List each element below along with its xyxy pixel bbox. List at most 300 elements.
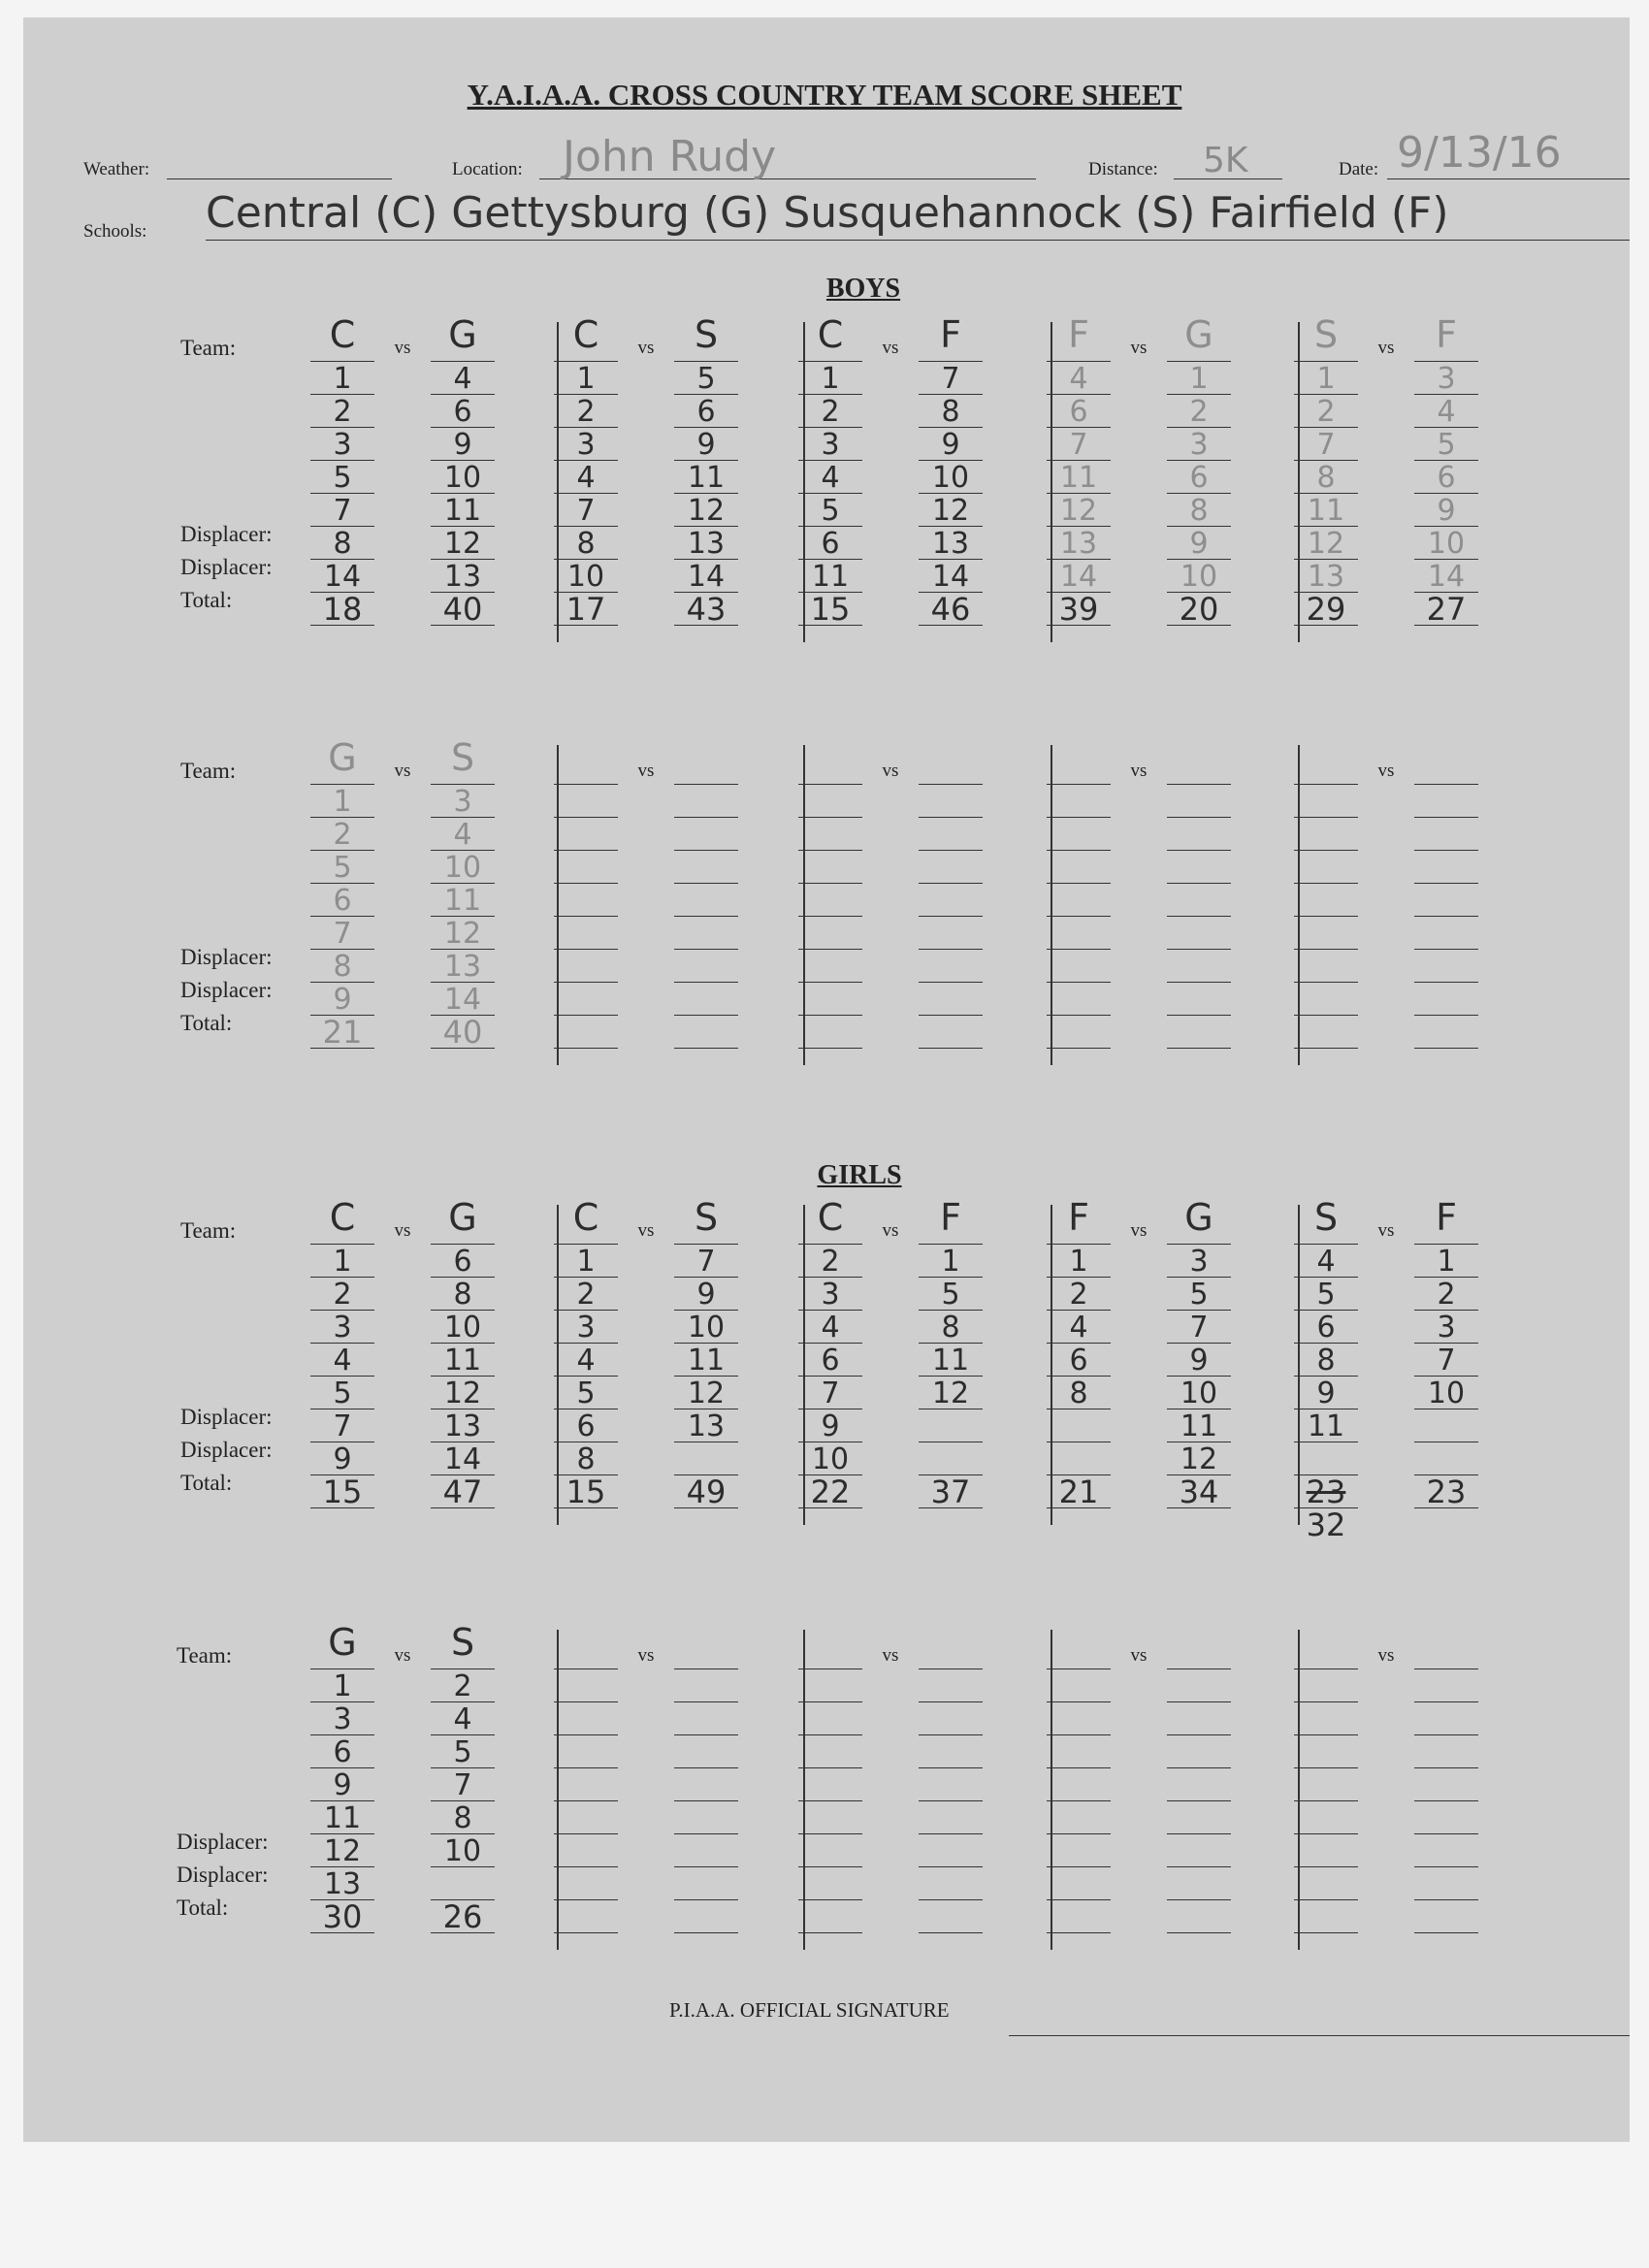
place-field[interactable] [554, 982, 618, 983]
place-field[interactable] [1047, 1833, 1111, 1834]
total-field[interactable] [1167, 1048, 1231, 1049]
displacer-place: 7 [333, 1409, 352, 1443]
scoring-place: 2 [821, 395, 840, 429]
place-field[interactable] [1167, 1866, 1231, 1867]
scoring-place: 12 [931, 1377, 970, 1410]
place-field[interactable] [554, 1899, 618, 1900]
place-field[interactable] [1167, 916, 1231, 917]
scoring-place: 6 [1069, 395, 1088, 429]
team-letter: G [448, 1196, 477, 1239]
scoring-place: 8 [1069, 1377, 1088, 1410]
place-field[interactable] [798, 1833, 862, 1834]
scoring-place: 3 [1437, 1311, 1456, 1345]
scoring-place: 3 [333, 1702, 352, 1736]
place-field[interactable] [1414, 883, 1478, 884]
displacer-2-label: Displacer: [177, 1863, 269, 1887]
place-field[interactable] [1294, 949, 1358, 950]
displacer-place: 14 [443, 1442, 482, 1476]
scoring-place: 11 [443, 884, 482, 918]
team-letter: G [328, 736, 357, 779]
team-total: 27 [1426, 591, 1467, 628]
scoring-place: 6 [696, 395, 716, 429]
place-field[interactable] [674, 817, 738, 818]
total-field[interactable] [1294, 1048, 1358, 1049]
scoring-place: 6 [821, 1344, 840, 1377]
scoring-place: 9 [333, 1768, 352, 1802]
place-field[interactable] [1167, 1833, 1231, 1834]
total-field[interactable] [1047, 1048, 1111, 1049]
scoring-place: 10 [931, 461, 970, 495]
place-field[interactable] [919, 982, 983, 983]
scoring-place: 2 [1189, 395, 1209, 429]
displacer-place: 12 [443, 527, 482, 561]
displacer-place: 9 [333, 983, 352, 1017]
place-field[interactable] [798, 1015, 862, 1016]
scoring-place: 1 [1316, 362, 1336, 396]
place-field[interactable] [919, 883, 983, 884]
team-letter: S [694, 313, 719, 356]
team-total: 30 [322, 1898, 363, 1935]
team-letter: C [817, 1196, 844, 1239]
displacer-place: 12 [323, 1834, 362, 1868]
displacer-place: 13 [443, 560, 482, 594]
distance-label: Distance: [1088, 159, 1158, 179]
displacer-1-label: Displacer: [177, 1830, 269, 1854]
team-row-label: Team: [180, 1218, 237, 1243]
vs-label: vs [1130, 1645, 1148, 1666]
team-field[interactable] [1167, 784, 1231, 785]
place-field[interactable] [1414, 1701, 1478, 1702]
scoring-place: 6 [333, 884, 352, 918]
displacer-place: 14 [931, 560, 970, 594]
place-field[interactable] [1294, 916, 1358, 917]
team-total: 40 [442, 1014, 483, 1051]
scoring-place: 7 [1189, 1311, 1209, 1345]
scoring-place: 9 [1189, 1344, 1209, 1377]
scoring-place: 1 [941, 1245, 960, 1279]
total-field[interactable] [1167, 1932, 1231, 1933]
date-field[interactable] [1387, 178, 1630, 179]
place-field[interactable] [554, 1734, 618, 1735]
total-field[interactable] [798, 1932, 862, 1933]
place-field[interactable] [1414, 1767, 1478, 1768]
total-field[interactable] [1414, 1932, 1478, 1933]
girls-heading: GIRLS [817, 1160, 902, 1190]
place-field[interactable] [919, 916, 983, 917]
place-field[interactable] [1294, 1800, 1358, 1801]
place-field[interactable] [1047, 1800, 1111, 1801]
place-field[interactable] [674, 1767, 738, 1768]
place-field[interactable] [554, 1866, 618, 1867]
weather-field[interactable] [167, 178, 392, 179]
place-field[interactable] [554, 1800, 618, 1801]
vs-label: vs [882, 761, 899, 781]
scoring-place: 7 [1437, 1344, 1456, 1377]
place-field[interactable] [1414, 1833, 1478, 1834]
place-field[interactable] [919, 1833, 983, 1834]
place-field[interactable] [1414, 817, 1478, 818]
total-field[interactable] [554, 1048, 618, 1049]
scoring-place: 11 [443, 494, 482, 528]
place-field[interactable] [798, 1800, 862, 1801]
place-field[interactable] [1047, 883, 1111, 884]
vs-label: vs [882, 1220, 899, 1241]
place-field[interactable] [674, 916, 738, 917]
displacer-place: 13 [1307, 560, 1345, 594]
place-field[interactable] [798, 1866, 862, 1867]
place-field[interactable] [798, 850, 862, 851]
team-total: 21 [1058, 1474, 1099, 1510]
scoring-place: 5 [1316, 1278, 1336, 1312]
total-field[interactable] [1294, 1932, 1358, 1933]
place-field[interactable] [798, 883, 862, 884]
place-field[interactable] [1294, 1701, 1358, 1702]
scoring-place: 11 [1059, 461, 1098, 495]
place-field[interactable] [1167, 817, 1231, 818]
place-field[interactable] [1167, 1899, 1231, 1900]
place-field[interactable] [1047, 1734, 1111, 1735]
scoring-place: 5 [941, 1278, 960, 1312]
team-row-label: Team: [180, 759, 237, 783]
scoring-place: 5 [696, 362, 716, 396]
place-field[interactable] [919, 1899, 983, 1900]
total-row-label: Total: [180, 1011, 233, 1035]
place-field[interactable] [798, 1767, 862, 1768]
place-field[interactable] [798, 982, 862, 983]
scoring-place: 9 [696, 1278, 716, 1312]
scoring-place: 9 [1437, 494, 1456, 528]
place-field[interactable] [674, 850, 738, 851]
team-field[interactable] [1294, 784, 1358, 785]
place-field[interactable] [674, 1833, 738, 1834]
displacer-place: 9 [333, 1442, 352, 1476]
place-field[interactable] [798, 1734, 862, 1735]
displacer-1-label: Displacer: [180, 945, 273, 969]
team-total: 18 [322, 591, 363, 628]
displacer-place: 14 [687, 560, 726, 594]
team-total: 47 [442, 1474, 483, 1510]
place-field[interactable] [1414, 1800, 1478, 1801]
team-total: 17 [566, 591, 606, 628]
scoring-place: 10 [443, 461, 482, 495]
place-field[interactable] [919, 949, 983, 950]
scoring-place: 7 [1069, 428, 1088, 462]
team-total: 37 [930, 1474, 971, 1510]
place-field[interactable] [554, 850, 618, 851]
team-letter: S [1313, 313, 1339, 356]
place-field[interactable] [674, 982, 738, 983]
place-field[interactable] [1167, 1701, 1231, 1702]
place-field[interactable] [1167, 1015, 1231, 1016]
place-field[interactable] [1294, 1734, 1358, 1735]
displacer-place: 14 [1427, 560, 1466, 594]
vs-label: vs [882, 338, 899, 358]
place-field[interactable] [1047, 1866, 1111, 1867]
place-field[interactable] [674, 1899, 738, 1900]
team-field[interactable] [1047, 784, 1111, 785]
team-letter: S [1313, 1196, 1339, 1239]
scoring-place: 2 [333, 818, 352, 852]
place-field[interactable] [674, 1701, 738, 1702]
scoring-place: 12 [687, 1377, 726, 1410]
place-field[interactable] [1414, 916, 1478, 917]
scoring-place: 4 [821, 461, 840, 495]
scoring-place: 11 [1307, 494, 1345, 528]
place-field[interactable] [1167, 1767, 1231, 1768]
scoring-place: 12 [931, 494, 970, 528]
displacer-place: 11 [811, 560, 850, 594]
team-total: 43 [686, 591, 727, 628]
place-field[interactable] [674, 1800, 738, 1801]
scoring-place: 12 [687, 494, 726, 528]
scoring-place: 4 [1069, 362, 1088, 396]
place-field[interactable] [1294, 817, 1358, 818]
place-field[interactable] [798, 1701, 862, 1702]
displacer-place: 13 [687, 1409, 726, 1443]
vs-label: vs [394, 761, 411, 781]
total-row-label: Total: [180, 588, 233, 612]
place-field[interactable] [1414, 949, 1478, 950]
place-field[interactable] [1167, 850, 1231, 851]
team-total-corrected: 32 [1306, 1507, 1346, 1543]
scoring-place: 10 [443, 1311, 482, 1345]
vs-label: vs [1377, 338, 1395, 358]
team-total: 26 [442, 1898, 483, 1935]
place-field[interactable] [798, 817, 862, 818]
displacer-place: 13 [323, 1867, 362, 1901]
place-field[interactable] [798, 1899, 862, 1900]
place-field[interactable] [554, 883, 618, 884]
scoring-place: 4 [821, 1311, 840, 1345]
schools-field[interactable] [206, 240, 1630, 241]
place-field[interactable] [554, 949, 618, 950]
distance-value: 5K [1203, 141, 1248, 180]
vs-label: vs [1377, 1220, 1395, 1241]
team-total: 20 [1179, 591, 1219, 628]
place-field[interactable] [919, 1701, 983, 1702]
place-field[interactable] [1167, 883, 1231, 884]
place-field[interactable] [919, 1800, 983, 1801]
place-field[interactable] [674, 1734, 738, 1735]
displacer-place: 14 [1059, 560, 1098, 594]
scoring-place: 11 [443, 1344, 482, 1377]
scoring-place: 3 [1189, 428, 1209, 462]
total-field[interactable] [554, 1932, 618, 1933]
displacer-2-label: Displacer: [180, 1438, 273, 1462]
place-field[interactable] [1167, 1734, 1231, 1735]
scoring-place: 3 [821, 428, 840, 462]
matchup-separator [803, 1630, 805, 1950]
place-field[interactable] [1167, 982, 1231, 983]
scoring-place: 5 [333, 851, 352, 885]
vs-label: vs [637, 1220, 655, 1241]
date-value: 9/13/16 [1397, 128, 1562, 178]
team-field[interactable] [1414, 784, 1478, 785]
scoring-place: 2 [1069, 1278, 1088, 1312]
place-field[interactable] [554, 1015, 618, 1016]
place-field[interactable] [919, 1015, 983, 1016]
scoring-place: 5 [453, 1735, 472, 1769]
scoring-place: 2 [1316, 395, 1336, 429]
schools-value: Central (C) Gettysburg (G) Susquehannock (S) Fairfield (F) [206, 188, 1449, 238]
place-field[interactable] [554, 1767, 618, 1768]
place-field[interactable] [674, 1015, 738, 1016]
matchup-separator [1051, 745, 1052, 1065]
displacer-place: 11 [1180, 1409, 1218, 1443]
place-field[interactable] [1047, 817, 1111, 818]
team-letter: S [694, 1196, 719, 1239]
displacer-place: 12 [1180, 1442, 1218, 1476]
displacer-1-label: Displacer: [180, 1405, 273, 1429]
place-field[interactable] [1414, 982, 1478, 983]
place-field[interactable] [674, 949, 738, 950]
place-field[interactable] [919, 1767, 983, 1768]
place-field[interactable] [1294, 1767, 1358, 1768]
place-field[interactable] [1414, 1899, 1478, 1900]
place-field[interactable] [1414, 1015, 1478, 1016]
displacer-place: 8 [333, 527, 352, 561]
scoring-place: 8 [941, 395, 960, 429]
displacer-place: 13 [443, 1409, 482, 1443]
team-letter: C [572, 313, 599, 356]
place-field[interactable] [1294, 883, 1358, 884]
place-field[interactable] [554, 817, 618, 818]
scoring-place: 10 [687, 1311, 726, 1345]
team-total: 49 [686, 1474, 727, 1510]
place-field[interactable] [1167, 1800, 1231, 1801]
place-field[interactable] [1294, 1015, 1358, 1016]
team-letter: F [1068, 1196, 1089, 1239]
place-field[interactable] [919, 850, 983, 851]
place-field[interactable] [1294, 1833, 1358, 1834]
total-field[interactable] [798, 1048, 862, 1049]
place-field[interactable] [1414, 1734, 1478, 1735]
team-letter: S [450, 1621, 475, 1664]
team-field[interactable] [919, 784, 983, 785]
scoring-place: 11 [687, 461, 726, 495]
place-field[interactable] [1167, 949, 1231, 950]
place-field[interactable] [1047, 1015, 1111, 1016]
scoring-place: 6 [1189, 461, 1209, 495]
place-field[interactable] [1294, 1899, 1358, 1900]
team-field[interactable] [798, 784, 862, 785]
displacer-place: 10 [811, 1442, 850, 1476]
total-field[interactable] [1414, 1048, 1478, 1049]
place-field[interactable] [1047, 982, 1111, 983]
team-total: 23 [1306, 1474, 1346, 1510]
place-field[interactable] [554, 916, 618, 917]
scoring-place: 6 [453, 1245, 472, 1279]
team-total: 34 [1179, 1474, 1219, 1510]
team-letter: G [328, 1621, 357, 1664]
place-field[interactable] [919, 817, 983, 818]
scoring-place: 2 [453, 1669, 472, 1703]
scoring-place: 7 [453, 1768, 472, 1802]
sheet-title: Y.A.I.A.A. CROSS COUNTRY TEAM SCORE SHEET [467, 78, 1182, 112]
team-letter: C [817, 313, 844, 356]
scoring-place: 4 [1437, 395, 1456, 429]
place-field[interactable] [1047, 850, 1111, 851]
team-total: 23 [1426, 1474, 1467, 1510]
displacer-place: 10 [566, 560, 605, 594]
scoring-place: 8 [1316, 461, 1336, 495]
place-field[interactable] [1294, 850, 1358, 851]
displacer-place: 14 [443, 983, 482, 1017]
vs-label: vs [637, 1645, 655, 1666]
scoring-place: 7 [821, 1377, 840, 1410]
total-field[interactable] [919, 1048, 983, 1049]
scoring-place: 9 [1316, 1377, 1336, 1410]
place-field[interactable] [1047, 949, 1111, 950]
place-field[interactable] [554, 1833, 618, 1834]
team-letter: S [450, 736, 475, 779]
signature-label: P.I.A.A. OFFICIAL SIGNATURE [669, 1998, 950, 2022]
vs-label: vs [1130, 1220, 1148, 1241]
place-field[interactable] [1047, 1701, 1111, 1702]
matchup-separator [1298, 745, 1300, 1065]
place-field[interactable] [1294, 982, 1358, 983]
scoring-place: 6 [1437, 461, 1456, 495]
team-letter: F [940, 1196, 961, 1239]
signature-field[interactable] [1009, 2035, 1630, 2036]
total-field[interactable] [674, 1048, 738, 1049]
place-field[interactable] [1294, 1866, 1358, 1867]
team-field[interactable] [674, 784, 738, 785]
scoring-place: 1 [1069, 1245, 1088, 1279]
team-letter: C [329, 1196, 356, 1239]
scoring-place: 1 [576, 1245, 596, 1279]
scoring-place: 1 [1437, 1245, 1456, 1279]
team-total: 46 [930, 591, 971, 628]
team-total: 15 [810, 591, 851, 628]
scoring-place: 4 [1069, 1311, 1088, 1345]
place-field[interactable] [1047, 1767, 1111, 1768]
matchup-separator [1051, 1630, 1052, 1950]
vs-label: vs [394, 1645, 411, 1666]
scoring-place: 7 [941, 362, 960, 396]
place-field[interactable] [919, 1866, 983, 1867]
scoring-place: 6 [1316, 1311, 1336, 1345]
place-field[interactable] [1047, 916, 1111, 917]
vs-label: vs [394, 338, 411, 358]
place-field[interactable] [798, 949, 862, 950]
place-field[interactable] [674, 883, 738, 884]
displacer-place: 12 [1307, 527, 1345, 561]
place-field[interactable] [554, 1701, 618, 1702]
scoring-place: 5 [333, 1377, 352, 1410]
scoring-place: 11 [323, 1801, 362, 1835]
place-field[interactable] [798, 916, 862, 917]
total-field[interactable] [674, 1932, 738, 1933]
total-field[interactable] [919, 1932, 983, 1933]
location-label: Location: [452, 159, 523, 179]
place-field[interactable] [674, 1866, 738, 1867]
scoring-place: 4 [333, 1344, 352, 1377]
total-field[interactable] [1047, 1932, 1111, 1933]
place-field[interactable] [919, 1734, 983, 1735]
place-field[interactable] [1414, 850, 1478, 851]
scoring-place: 11 [687, 1344, 726, 1377]
place-field[interactable] [1414, 1866, 1478, 1867]
place-field[interactable] [1047, 1899, 1111, 1900]
scoring-place: 8 [941, 1311, 960, 1345]
team-row-label: Team: [180, 336, 237, 360]
team-field[interactable] [554, 784, 618, 785]
scoring-place: 2 [576, 395, 596, 429]
displacer-place: 11 [1307, 1409, 1345, 1443]
weather-label: Weather: [83, 159, 150, 179]
team-letter: C [329, 313, 356, 356]
